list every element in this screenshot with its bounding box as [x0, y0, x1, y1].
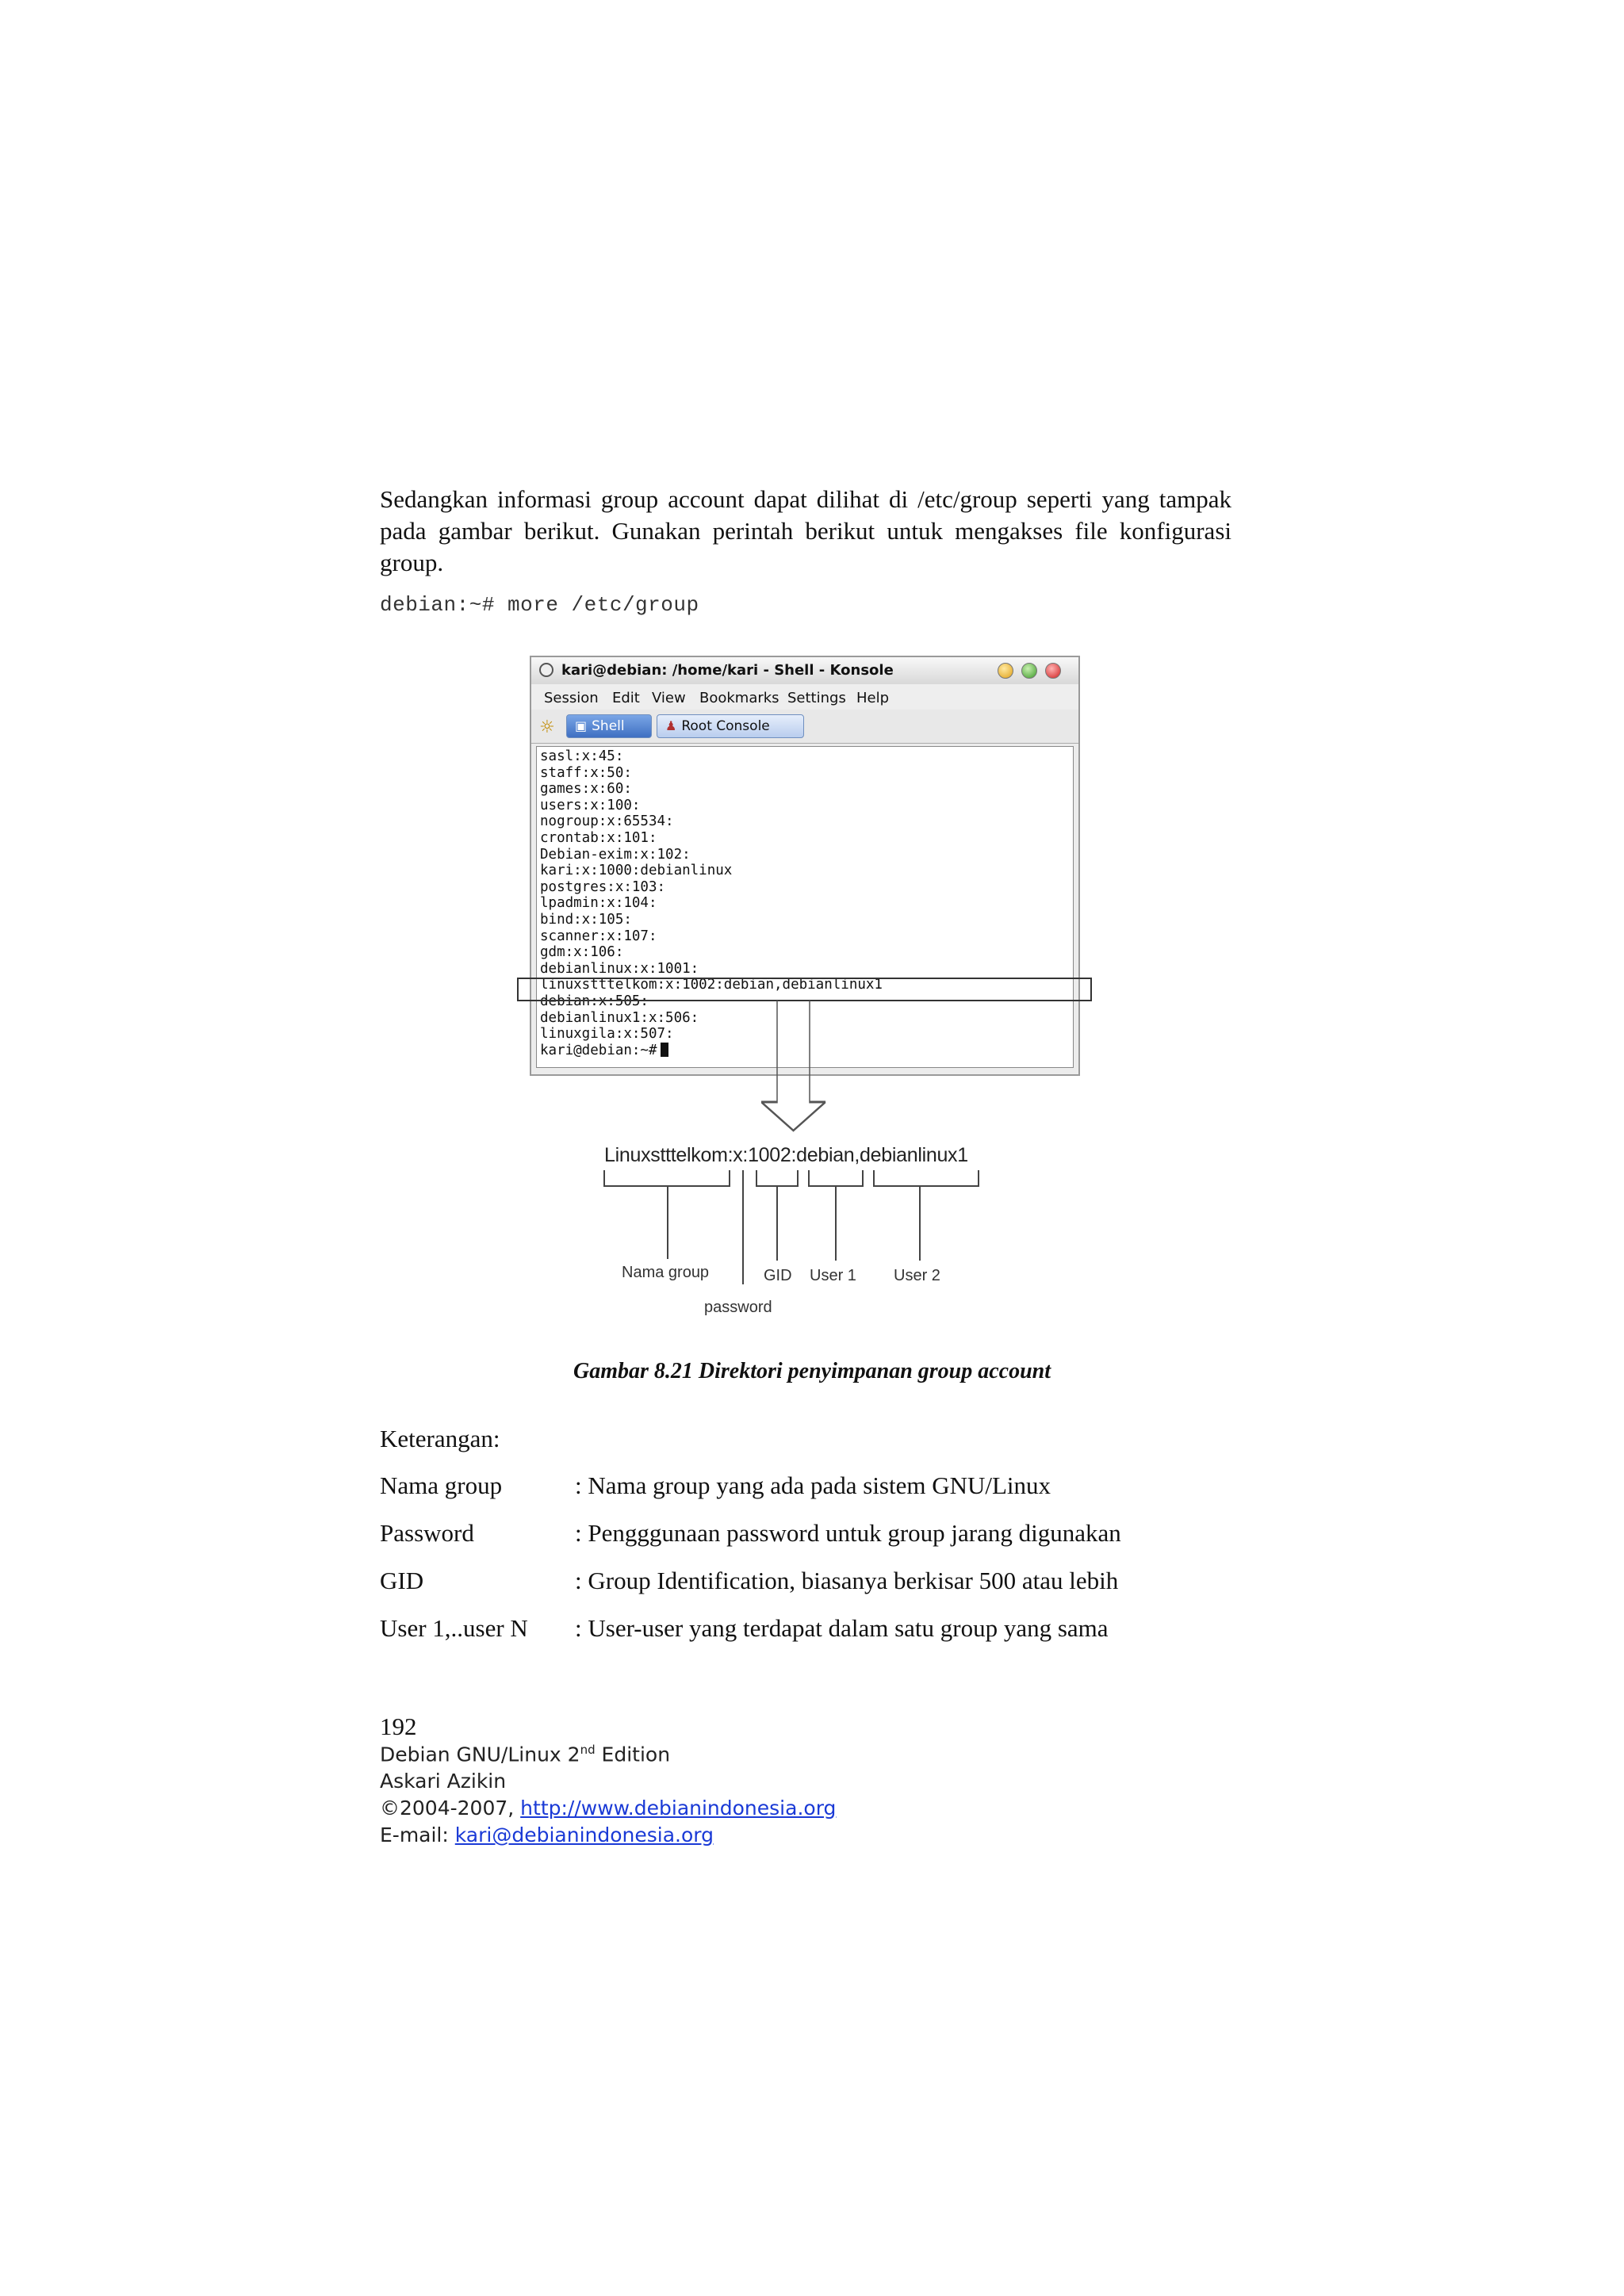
menu-view[interactable]: View — [652, 690, 686, 706]
footer-copyright-prefix: ©2004-2007, — [380, 1797, 521, 1820]
breakdown-line: Linuxstttelkom:x:1002:debian,debianlinux1 — [604, 1144, 968, 1166]
footer-email-link[interactable]: kari@debianindonesia.org — [454, 1823, 714, 1846]
terminal-line-highlighted: linuxstttelkom:x:1002:debian,debianlinux1 — [540, 977, 883, 993]
terminal-line: users:x:100: — [540, 797, 641, 813]
terminal-prompt — [540, 1043, 668, 1059]
footer-author: Askari Azikin — [380, 1770, 507, 1793]
terminal-line: debian:x:505: — [540, 993, 649, 1009]
keterangan-term: GID — [380, 1567, 424, 1594]
keterangan-term: Nama group — [380, 1471, 503, 1499]
keterangan-row — [380, 1614, 1109, 1643]
highlight-box — [517, 978, 1092, 1001]
down-arrow — [761, 1001, 833, 1134]
footer-url-link[interactable]: http://www.debianindonesia.org — [520, 1797, 837, 1820]
menu-session[interactable]: Session — [544, 690, 599, 706]
intro-paragraph: Sedangkan informasi group account dapat dilihat di /etc/group seperti yang tampak pada gambar berikut. Gunakan perintah berikut untuk mengakses file konfigurasi group. — [380, 485, 1231, 576]
footer-book-title — [380, 1743, 670, 1766]
keterangan-row — [380, 1519, 1121, 1548]
window-title: kari@debian: /home/kari - Shell - Konsole — [561, 662, 894, 679]
tab-root-console-label: Root Console — [681, 718, 770, 734]
terminal-line: staff:x:50: — [540, 764, 632, 781]
tab-shell[interactable] — [566, 714, 652, 738]
figure-caption: Gambar 8.21 Direktori penyimpanan group account — [573, 1359, 1051, 1383]
tab-bar — [531, 710, 1078, 744]
terminal-line: Debian-exim:x:102: — [540, 846, 691, 863]
terminal-line: sasl:x:45: — [540, 748, 624, 764]
terminal-line: linuxgila:x:507: — [540, 1026, 674, 1043]
label-user-1: User 1 — [810, 1267, 856, 1284]
root-icon: ♟ — [665, 718, 677, 733]
keterangan-row — [380, 1567, 1118, 1595]
footer-email — [380, 1823, 714, 1846]
text-cursor — [661, 1043, 668, 1057]
footer-book-title-suffix: Edition — [595, 1743, 671, 1766]
terminal-line: scanner:x:107: — [540, 928, 657, 944]
maximize-button[interactable] — [1021, 663, 1037, 679]
tab-root-console[interactable] — [657, 714, 804, 738]
menu-settings[interactable]: Settings — [787, 690, 846, 706]
terminal-line: crontab:x:101: — [540, 830, 657, 846]
menu-help[interactable]: Help — [856, 690, 890, 706]
terminal-line: postgres:x:103: — [540, 878, 666, 895]
prompt-text: kari@debian:~# — [540, 1042, 657, 1058]
keterangan-desc: : Nama group yang ada pada sistem GNU/Linux — [575, 1471, 1051, 1499]
shell-icon: ▣ — [575, 718, 588, 733]
label-user-2: User 2 — [894, 1267, 940, 1284]
keterangan-row — [380, 1471, 1051, 1500]
label-password: password — [704, 1299, 772, 1316]
keterangan-term: Password — [380, 1519, 474, 1547]
terminal-line: kari:x:1000:debianlinux — [540, 863, 733, 879]
menu-edit[interactable]: Edit — [612, 690, 640, 706]
terminal-line: nogroup:x:65534: — [540, 813, 674, 830]
footer-book-title-sup: nd — [580, 1743, 596, 1757]
label-gid: GID — [764, 1267, 792, 1284]
minimize-button[interactable] — [998, 663, 1013, 679]
command-line: debian:~# more /etc/group — [380, 593, 699, 617]
field-brackets — [587, 1165, 999, 1324]
new-session-icon[interactable]: ☼ — [539, 718, 555, 737]
page-number: 192 — [380, 1712, 417, 1740]
terminal-line: lpadmin:x:104: — [540, 895, 657, 912]
window-titlebar — [531, 657, 1078, 685]
keterangan-desc: : Group Identification, biasanya berkisar 500 atau lebih — [575, 1567, 1119, 1594]
keterangan-desc: : User-user yang terdapat dalam satu group yang sama — [575, 1614, 1109, 1642]
terminal-line: games:x:60: — [540, 781, 632, 798]
tab-shell-label: Shell — [592, 718, 625, 734]
footer-email-prefix: E-mail: — [380, 1823, 455, 1846]
label-nama-group: Nama group — [622, 1264, 710, 1281]
terminal-line: gdm:x:106: — [540, 944, 624, 961]
keterangan-term: User 1,..user N — [380, 1614, 528, 1642]
terminal-line: bind:x:105: — [540, 912, 632, 928]
window-menu-icon[interactable] — [539, 663, 553, 677]
terminal-line: debianlinux:x:1001: — [540, 960, 699, 977]
close-button[interactable] — [1045, 663, 1061, 679]
keterangan-heading: Keterangan: — [380, 1425, 500, 1452]
footer-copyright — [380, 1797, 836, 1820]
terminal-line: debianlinux1:x:506: — [540, 1009, 699, 1026]
keterangan-desc: : Pengggunaan password untuk group jarang digunakan — [575, 1519, 1121, 1547]
menu-bookmarks[interactable]: Bookmarks — [699, 690, 779, 706]
footer-book-title-prefix: Debian GNU/Linux 2 — [380, 1743, 580, 1766]
menu-bar — [531, 684, 1078, 710]
